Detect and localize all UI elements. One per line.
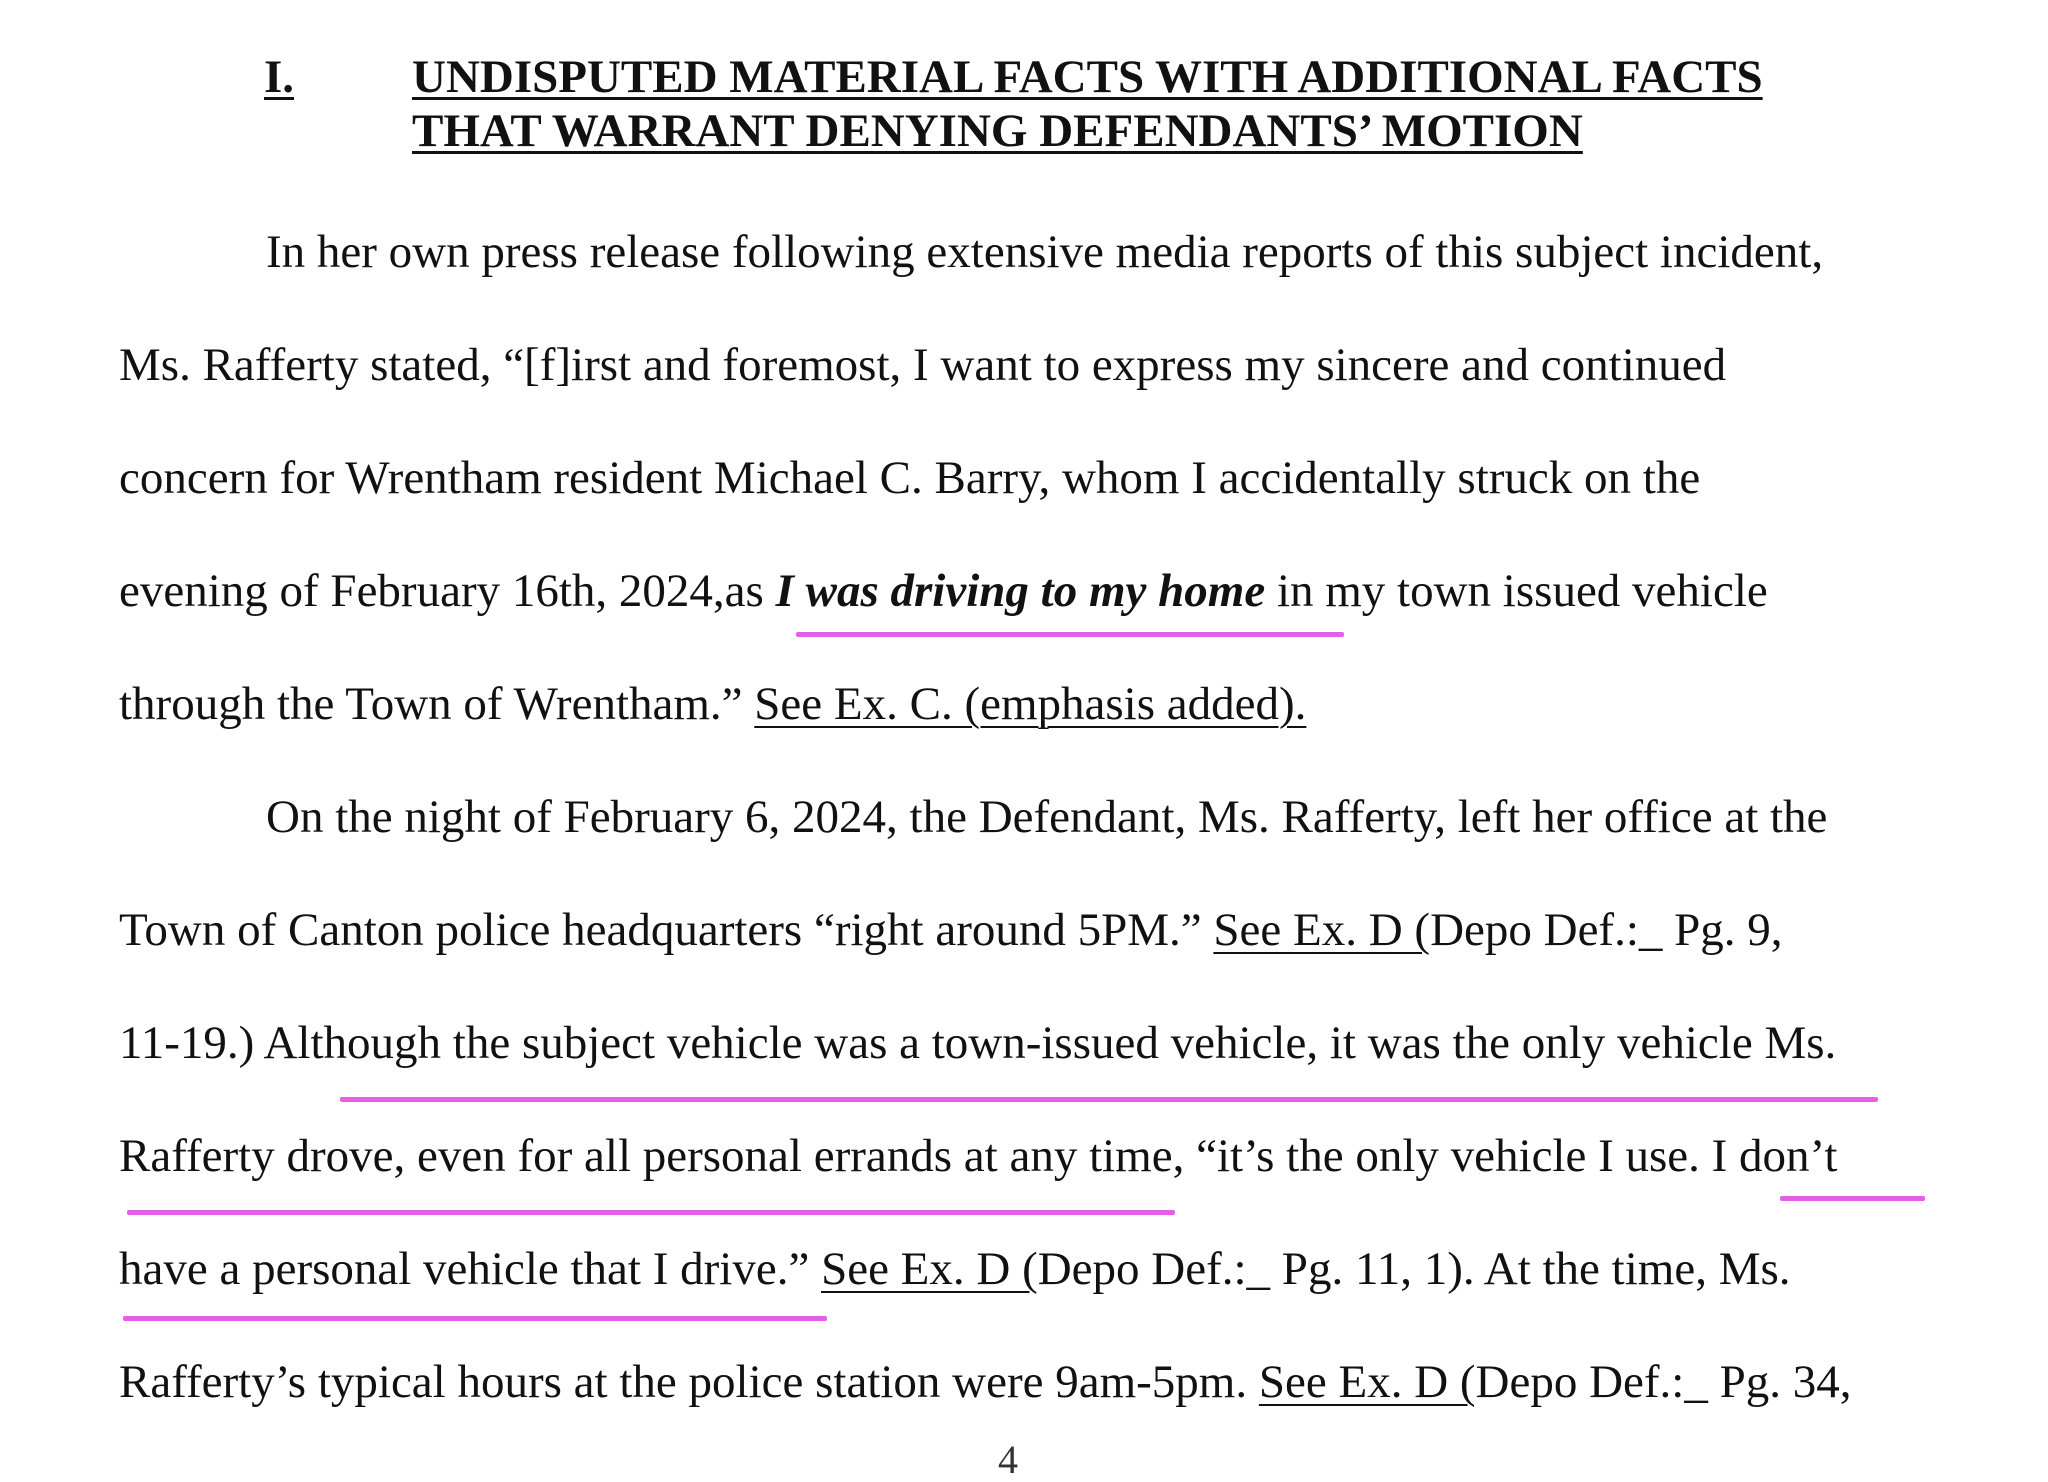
annotation-underline — [340, 1097, 1878, 1102]
exhibit-citation: See Ex. D ( — [1258, 1356, 1476, 1408]
emphasized-quote: I was driving to my home — [775, 565, 1266, 617]
paragraph-2-line-2 — [119, 902, 1783, 958]
paragraph-2-line-6 — [119, 1354, 1852, 1410]
section-number: I. — [264, 51, 295, 103]
paragraph-1-line-1: In her own press release following extensive media reports of this subject incident, — [266, 226, 1824, 278]
paragraph-2-line-3: 11-19.) Although the subject vehicle was a town-issued vehicle, it was the only vehicle Ms. — [119, 1017, 1837, 1069]
line-text: have a personal vehicle that I drive.” — [119, 1243, 822, 1295]
line-text: Rafferty’s typical hours at the police station were 9am-5pm. — [119, 1356, 1259, 1408]
exhibit-citation: See Ex. D ( — [1213, 904, 1431, 956]
line-text: through the Town of Wrentham.” — [119, 678, 755, 730]
annotation-underline — [127, 1210, 1175, 1215]
exhibit-citation: See Ex. C. (emphasis added). — [754, 678, 1307, 730]
paragraph-2-line-4: Rafferty drove, even for all personal errands at any time, “it’s the only vehicle I use. I don’t — [119, 1130, 1838, 1182]
annotation-underline — [1780, 1196, 1925, 1201]
line-text: evening of February 16th, 2024,as — [119, 565, 776, 617]
paragraph-1-line-3: concern for Wrentham resident Michael C. Barry, whom I accidentally struck on the — [119, 452, 1701, 504]
line-text: in my town issued vehicle — [1265, 565, 1768, 617]
section-title — [412, 50, 2012, 158]
paragraph-1-line-5 — [119, 676, 1306, 732]
line-text: Town of Canton police headquarters “right around 5PM.” — [119, 904, 1214, 956]
exhibit-citation: See Ex. D ( — [821, 1243, 1038, 1295]
annotation-underline — [123, 1316, 827, 1321]
line-text: Depo Def.:_ Pg. 34, — [1475, 1356, 1852, 1408]
section-title-line-1: UNDISPUTED MATERIAL FACTS WITH ADDITIONAL FACTS — [412, 51, 1763, 103]
paragraph-1-line-2: Ms. Rafferty stated, “[f]irst and foremost, I want to express my sincere and continued — [119, 339, 1727, 391]
page-number: 4 — [998, 1437, 1018, 1482]
paragraph-1-line-4 — [119, 563, 1768, 619]
annotation-underline — [796, 632, 1344, 637]
line-text: Depo Def.:_ Pg. 9, — [1430, 904, 1783, 956]
paragraph-2-line-1: On the night of February 6, 2024, the Defendant, Ms. Rafferty, left her office at the — [266, 791, 1828, 843]
paragraph-2-line-5 — [119, 1241, 1791, 1297]
section-title-line-2: THAT WARRANT DENYING DEFENDANTS’ MOTION — [412, 105, 1583, 157]
line-text: Depo Def.:_ Pg. 11, 1). At the time, Ms. — [1037, 1243, 1791, 1295]
